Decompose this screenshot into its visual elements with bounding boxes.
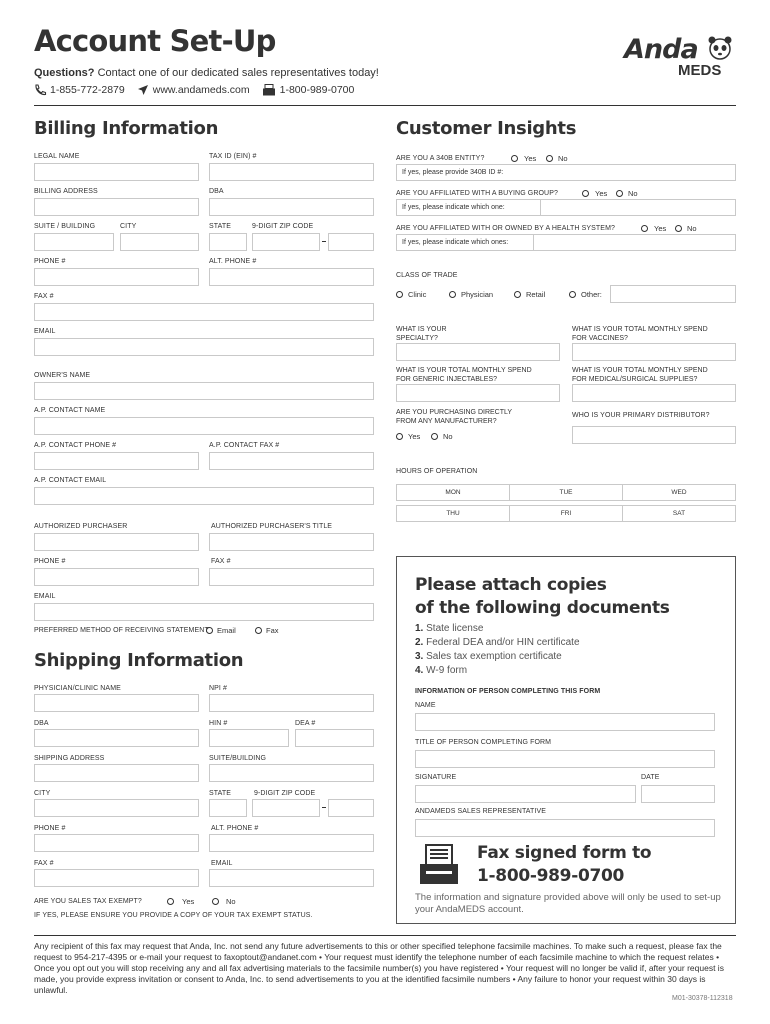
person-title-field[interactable] [415, 750, 715, 768]
trade-clinic-radio[interactable] [396, 290, 426, 299]
doc-list-item [415, 637, 580, 648]
buying-group-field[interactable] [396, 199, 736, 216]
hin-label: HIN # [209, 720, 228, 727]
billing-address-field[interactable] [34, 198, 199, 216]
ship-city-field[interactable] [34, 799, 199, 817]
fax-note: The information and signature provided above will only be used to set-up your AndaMEDS account. [415, 892, 721, 915]
fax-machine-icon [418, 844, 460, 886]
doc-text: State license [426, 623, 484, 634]
radio-circle-icon [641, 225, 648, 232]
medsurg-label: WHAT IS YOUR TOTAL MONTHLY SPEND FOR MEDICAL/SURGICAL SUPPLIES? [572, 367, 708, 383]
radio-circle-icon [396, 291, 403, 298]
panda-icon [708, 36, 732, 60]
ship-suite-label: SUITE/BUILDING [209, 755, 267, 762]
radio-circle-icon [396, 433, 403, 440]
ap-email-label: A.P. CONTACT EMAIL [34, 477, 107, 484]
doc-number: 4. [415, 665, 424, 676]
auth-purchaser-field[interactable] [34, 533, 199, 551]
zip-field[interactable] [252, 233, 320, 251]
radio-circle-icon [675, 225, 682, 232]
radio-label: Fax [266, 626, 279, 635]
buying-ifyes-prompt: If yes, please indicate which one: [402, 204, 505, 211]
340b-id-field[interactable] [396, 164, 736, 181]
ship-email-field[interactable] [209, 869, 374, 887]
physician-field[interactable] [34, 694, 199, 712]
sales-rep-field[interactable] [415, 819, 715, 837]
radio-label: Yes [595, 189, 608, 198]
radio-label: Yes [654, 224, 667, 233]
date-label: DATE [641, 774, 660, 781]
signature-label: SIGNATURE [415, 774, 457, 781]
tax-exempt-note: IF YES, PLEASE ENSURE YOU PROVIDE A COPY OF YOUR TAX EXEMPT STATUS. [34, 912, 313, 919]
phone2-field[interactable] [34, 568, 199, 586]
ap-name-field[interactable] [34, 417, 374, 435]
ship-zip-field[interactable] [252, 799, 320, 817]
radio-label: No [443, 432, 453, 441]
class-of-trade-label: CLASS OF TRADE [396, 272, 458, 279]
ship-email-label: EMAIL [211, 860, 233, 867]
radio-circle-icon [255, 627, 262, 634]
contact-row [34, 84, 354, 96]
ap-fax-field[interactable] [209, 452, 374, 470]
state-field[interactable] [209, 233, 247, 251]
fax-label: FAX # [34, 293, 54, 300]
health-system-field[interactable] [396, 234, 736, 251]
hours-sat[interactable]: SAT [622, 505, 736, 522]
hours-fri[interactable]: FRI [509, 505, 623, 522]
buying-prompt-divider [540, 200, 541, 215]
date-field[interactable] [641, 785, 715, 803]
person-title-label: TITLE OF PERSON COMPLETING FORM [415, 739, 552, 746]
vaccines-label: WHAT IS YOUR TOTAL MONTHLY SPEND FOR VACCINES? [572, 326, 708, 342]
ship-dba-field[interactable] [34, 729, 199, 747]
radio-label: Other: [581, 290, 602, 299]
form-code: M01-30378-112318 [672, 995, 733, 1002]
radio-circle-icon [616, 190, 623, 197]
website-link[interactable]: www.andameds.com [152, 84, 250, 96]
hours-tue[interactable]: TUE [509, 484, 623, 501]
hours-thu[interactable]: THU [396, 505, 510, 522]
radio-circle-icon [206, 627, 213, 634]
doc-list-item [415, 665, 467, 676]
shipping-heading: Shipping Information [34, 650, 244, 671]
radio-label: Physician [461, 290, 494, 299]
phone-icon [34, 84, 47, 96]
fax2-label: FAX # [211, 558, 231, 565]
attach-heading-2: of the following documents [415, 598, 670, 618]
ship-state-field[interactable] [209, 799, 247, 817]
legal-name-field[interactable] [34, 163, 199, 181]
radio-circle-icon [511, 155, 518, 162]
direct-yes-radio[interactable] [396, 432, 420, 441]
ap-name-label: A.P. CONTACT NAME [34, 407, 106, 414]
phone-label: PHONE # [34, 258, 66, 265]
generic-field[interactable] [396, 384, 560, 402]
health-yes-radio[interactable] [641, 224, 666, 233]
signature-field[interactable] [415, 785, 636, 803]
owner-field[interactable] [34, 382, 374, 400]
ship-fax-field[interactable] [34, 869, 199, 887]
ship-phone-field[interactable] [34, 834, 199, 852]
zip-ext-field[interactable] [328, 233, 374, 251]
radio-circle-icon [514, 291, 521, 298]
ship-fax-label: FAX # [34, 860, 54, 867]
dba-label: DBA [209, 188, 224, 195]
trade-other-field[interactable] [610, 285, 736, 303]
zip-label: 9-DIGIT ZIP CODE [252, 223, 314, 230]
city-label: CITY [120, 223, 137, 230]
radio-label: No [628, 189, 638, 198]
trade-other-radio[interactable] [569, 290, 602, 299]
buying-group-label: ARE YOU AFFILIATED WITH A BUYING GROUP? [396, 190, 558, 197]
ship-address-label: SHIPPING ADDRESS [34, 755, 105, 762]
340b-yes-radio[interactable] [511, 154, 536, 163]
distributor-field[interactable] [572, 426, 736, 444]
phone-field[interactable] [34, 268, 199, 286]
ship-phone-label: PHONE # [34, 825, 66, 832]
tax-exempt-no-radio[interactable] [212, 897, 236, 906]
health-ifyes-prompt: If yes, please indicate which ones: [402, 239, 509, 246]
alt-phone-field[interactable] [209, 268, 374, 286]
fax-field[interactable] [34, 303, 374, 321]
pref-email-radio[interactable] [206, 626, 236, 635]
specialty-label: WHAT IS YOUR SPECIALTY? [396, 326, 447, 342]
specialty-field[interactable] [396, 343, 560, 361]
pref-method-label: PREFERRED METHOD OF RECEIVING STATEMENT [34, 627, 209, 634]
auth-title-label: AUTHORIZED PURCHASER'S TITLE [211, 523, 333, 530]
radio-label: Clinic [408, 290, 427, 299]
suite-label: SUITE / BUILDING [34, 223, 96, 230]
attach-heading-1: Please attach copies [415, 575, 607, 595]
person-info-label: INFORMATION OF PERSON COMPLETING THIS FORM [415, 688, 601, 695]
billing-address-label: BILLING ADDRESS [34, 188, 98, 195]
vaccines-field[interactable] [572, 343, 736, 361]
physician-label: PHYSICIAN/CLINIC NAME [34, 685, 121, 692]
suite-field[interactable] [34, 233, 114, 251]
auth-title-field[interactable] [209, 533, 374, 551]
doc-text: Federal DEA and/or HIN certificate [426, 637, 580, 648]
doc-text: W-9 form [426, 665, 468, 676]
questions-line [34, 67, 379, 79]
billing-heading: Billing Information [34, 118, 219, 139]
doc-number: 1. [415, 623, 424, 634]
ap-fax-label: A.P. CONTACT FAX # [209, 442, 280, 449]
health-prompt-divider [533, 235, 534, 250]
doc-list-item [415, 623, 483, 634]
page-title: Account Set-Up [34, 24, 276, 58]
health-system-label: ARE YOU AFFILIATED WITH OR OWNED BY A HEALTH SYSTEM? [396, 225, 616, 232]
tax-exempt-label: ARE YOU SALES TAX EXEMPT? [34, 898, 142, 905]
radio-label: Email [217, 626, 236, 635]
sales-rep-label: ANDAMEDS SALES REPRESENTATIVE [415, 808, 547, 815]
ap-email-field[interactable] [34, 487, 374, 505]
fax-number[interactable]: 1-800-989-0700 [279, 84, 355, 96]
anda-meds-logo [620, 34, 738, 82]
dba-field[interactable] [209, 198, 374, 216]
dea-label: DEA # [295, 720, 316, 727]
hin-field[interactable] [209, 729, 289, 747]
health-no-radio[interactable] [675, 224, 697, 233]
radio-label: Retail [526, 290, 546, 299]
fax-heading-1: Fax signed form to [477, 843, 652, 863]
medsurg-field[interactable] [572, 384, 736, 402]
radio-label: Yes [182, 897, 195, 906]
radio-circle-icon [167, 898, 174, 905]
pref-fax-radio[interactable] [255, 626, 279, 635]
radio-circle-icon [449, 291, 456, 298]
ship-alt-phone-label: ALT. PHONE # [211, 825, 259, 832]
ship-city-label: CITY [34, 790, 51, 797]
radio-circle-icon [569, 291, 576, 298]
fax-disclaimer: Any recipient of this fax may request that Anda, Inc. not send any future advertisements to this or other specified telephone facsimile machines. To make such a request, please fax the request to 954-217-4395 or e-mail your request to faxoptout@andanet.com • Your request must identify the telephone number of each facsimile machine to which the request relates • Once you opt out you will stop receiving any and all fax advertising materials to the facsimile number(s) you have registered • Your request will no longer be valid if, after your request is made, you provide express invitation or consent to Anda, Inc. to send advertisements to you at the identified facsimile numbers • Any failure to honor your request within 30 days is unlawful. [34, 941, 724, 995]
header-divider [34, 105, 736, 106]
radio-circle-icon [212, 898, 219, 905]
fax-heading-2: 1-800-989-0700 [477, 866, 625, 886]
email-label: EMAIL [34, 328, 56, 335]
generic-label: WHAT IS YOUR TOTAL MONTHLY SPEND FOR GENERIC INJECTABLES? [396, 367, 532, 383]
340b-ifyes-prompt: If yes, please provide 340B ID #: [402, 169, 504, 176]
email-field[interactable] [34, 338, 374, 356]
auth-purchaser-label: AUTHORIZED PURCHASER [34, 523, 128, 530]
owner-label: OWNER'S NAME [34, 372, 91, 379]
phone-number[interactable]: 1-855-772-2879 [50, 84, 125, 96]
distributor-label: WHO IS YOUR PRIMARY DISTRIBUTOR? [572, 412, 710, 419]
fax2-field[interactable] [209, 568, 374, 586]
ship-dba-label: DBA [34, 720, 49, 727]
tax-id-label: TAX ID (EIN) # [209, 153, 257, 160]
doc-number: 2. [415, 637, 424, 648]
doc-number: 3. [415, 651, 424, 662]
radio-circle-icon [582, 190, 589, 197]
340b-no-radio[interactable] [546, 154, 568, 163]
direct-no-radio[interactable] [431, 432, 453, 441]
radio-circle-icon [431, 433, 438, 440]
email2-label: EMAIL [34, 593, 56, 600]
questions-label: Questions? [34, 67, 95, 79]
radio-label: No [687, 224, 697, 233]
ap-phone-label: A.P. CONTACT PHONE # [34, 442, 117, 449]
name-label: NAME [415, 702, 436, 709]
radio-label: Yes [524, 154, 537, 163]
name-field[interactable] [415, 713, 715, 731]
city-field[interactable] [120, 233, 199, 251]
npi-field[interactable] [209, 694, 374, 712]
legal-name-label: LEGAL NAME [34, 153, 80, 160]
ship-alt-phone-field[interactable] [209, 834, 374, 852]
logo-meds-text: MEDS [678, 62, 722, 79]
footer-divider [34, 935, 736, 936]
questions-text: Contact one of our dedicated sales representatives today! [97, 67, 379, 79]
ship-address-field[interactable] [34, 764, 199, 782]
buying-yes-radio[interactable] [582, 189, 607, 198]
alt-phone-label: ALT. PHONE # [209, 258, 257, 265]
dea-field[interactable] [295, 729, 374, 747]
doc-list-item [415, 651, 562, 662]
ship-suite-field[interactable] [209, 764, 374, 782]
logo-anda-text: Anda [624, 34, 698, 65]
ap-phone-field[interactable] [34, 452, 199, 470]
tax-id-field[interactable] [209, 163, 374, 181]
tax-exempt-yes-radio[interactable] [167, 897, 194, 906]
340b-label: ARE YOU A 340B ENTITY? [396, 155, 485, 162]
doc-text: Sales tax exemption certificate [426, 651, 562, 662]
hours-label: HOURS OF OPERATION [396, 468, 478, 475]
ship-zip-label: 9-DIGIT ZIP CODE [254, 790, 316, 797]
arrow-icon [137, 84, 149, 96]
phone2-label: PHONE # [34, 558, 66, 565]
insights-heading: Customer Insights [396, 118, 577, 139]
state-label: STATE [209, 223, 232, 230]
buying-no-radio[interactable] [616, 189, 638, 198]
ship-zip-dash [322, 807, 326, 808]
hours-wed[interactable]: WED [622, 484, 736, 501]
trade-physician-radio[interactable] [449, 290, 493, 299]
radio-circle-icon [546, 155, 553, 162]
zip-dash [322, 241, 326, 242]
direct-purchase-label: ARE YOU PURCHASING DIRECTLY FROM ANY MANUFACTURER? [396, 409, 513, 425]
ship-zip-ext-field[interactable] [328, 799, 374, 817]
radio-label: No [558, 154, 568, 163]
fax-machine-icon [262, 84, 276, 96]
radio-label: Yes [408, 432, 421, 441]
npi-label: NPI # [209, 685, 228, 692]
hours-mon[interactable]: MON [396, 484, 510, 501]
email2-field[interactable] [34, 603, 374, 621]
ship-state-label: STATE [209, 790, 232, 797]
trade-retail-radio[interactable] [514, 290, 545, 299]
radio-label: No [226, 897, 236, 906]
